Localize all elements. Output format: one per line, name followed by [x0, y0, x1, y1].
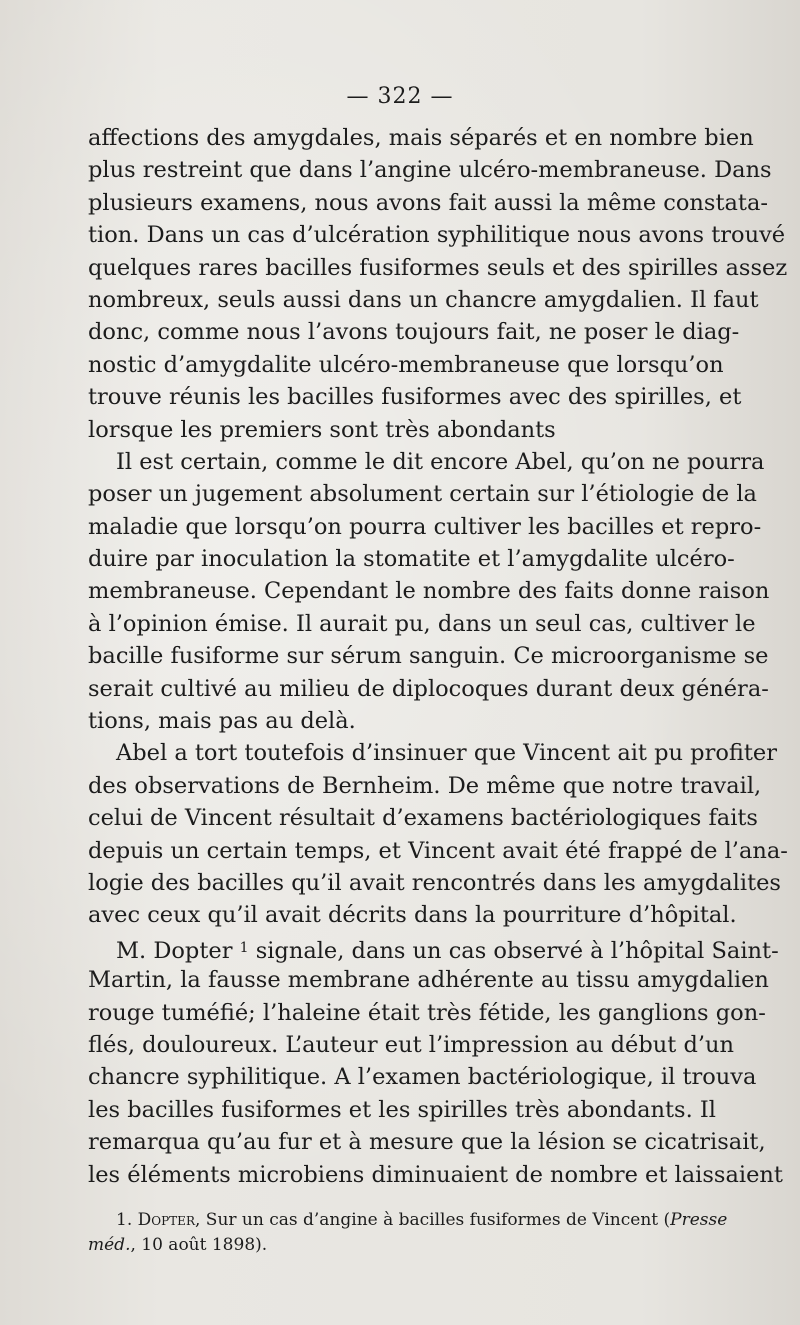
text-line: les éléments microbiens diminuaient de nombre et laissaient — [88, 1161, 783, 1188]
text-line: chancre syphilitique. A l’examen bactériologique, il trouva — [88, 1064, 757, 1091]
text-line: lorsque les premiers sont très abondants — [88, 416, 556, 443]
text-line: maladie que lorsqu’on pourra cultiver les bacilles et repro- — [88, 513, 762, 540]
text-fragment: M. Dopter — [116, 937, 233, 964]
body-text — [88, 122, 788, 1191]
text-line: tions, mais pas au delà. — [88, 708, 356, 735]
text-line: à l’opinion émise. Il aurait pu, dans un seul cas, cultiver le — [88, 610, 756, 637]
page-number: — 322 — — [346, 84, 454, 109]
text-fragment: signale, dans un cas observé à l’hôpital Saint- — [255, 937, 779, 964]
text-line: plusieurs examens, nous avons fait aussi la même constata- — [88, 189, 768, 216]
footnote-journal: Presse — [670, 1210, 728, 1230]
text-line: plus restreint que dans l’angine ulcéro-membraneuse. Dans — [88, 157, 772, 184]
text-line: les bacilles fusiformes et les spirilles très abondants. Il — [88, 1096, 716, 1123]
footnote-date: , 10 août 1898). — [130, 1235, 268, 1255]
text-line: depuis un certain temps, et Vincent avait été frappé de l’ana- — [88, 837, 788, 864]
text-line: celui de Vincent résultait d’examens bactériologiques faits — [88, 805, 758, 832]
footnote-number: 1. — [116, 1210, 133, 1230]
text-line: nostic d’amygdalite ulcéro-membraneuse que lorsqu’on — [88, 351, 724, 378]
text-line: des observations de Bernheim. De même que notre travail, — [88, 772, 762, 799]
text-line: logie des bacilles qu’il avait rencontrés dans les amygdalites — [88, 869, 781, 896]
text-line: remarqua qu’au fur et à mesure que la lésion se cicatrisait, — [88, 1129, 766, 1156]
footnote-text: , Sur un cas d’angine à bacilles fusiformes de Vincent ( — [194, 1210, 671, 1230]
text-line: membraneuse. Cependant le nombre des faits donne raison — [88, 578, 770, 605]
text-line: avec ceux qu’il avait décrits dans la pourriture d’hôpital. — [88, 902, 737, 929]
text-line: flés, douloureux. L’auteur eut l’impression au début d’un — [88, 1031, 734, 1058]
text-line: duire par inoculation la stomatite et l’amygdalite ulcéro- — [88, 546, 735, 573]
text-line: nombreux, seuls aussi dans un chancre amygdalien. Il faut — [88, 286, 759, 313]
text-line: trouve réunis les bacilles fusiformes avec des spirilles, et — [88, 384, 742, 411]
text-line: Martin, la fausse membrane adhérente au tissu amygdalien — [88, 967, 769, 994]
text-line: affections des amygdales, mais séparés et en nombre bien — [88, 125, 754, 151]
footnote-reference: 1 — [239, 939, 249, 956]
text-line: poser un jugement absolument certain sur l’étiologie de la — [88, 481, 757, 508]
footnote-line — [88, 1208, 728, 1233]
footnote — [88, 1208, 728, 1258]
text-line — [88, 932, 779, 964]
footnote-journal: méd. — [88, 1235, 131, 1255]
text-line: rouge tuméfié; l’haleine était très fétide, les ganglions gon- — [88, 999, 766, 1026]
footnote-author: Dopter — [137, 1210, 195, 1230]
text-line: Abel a tort toutefois d’insinuer que Vincent ait pu profiter — [116, 740, 777, 767]
text-line: quelques rares bacilles fusiformes seuls et des spirilles assez — [88, 254, 788, 281]
text-line: bacille fusiforme sur sérum sanguin. Ce microorganisme se — [88, 643, 769, 670]
text-line: Il est certain, comme le dit encore Abel, qu’on ne pourra — [116, 448, 765, 475]
text-line: serait cultivé au milieu de diplocoques durant deux généra- — [88, 675, 769, 702]
text-line: tion. Dans un cas d’ulcération syphilitique nous avons trouvé — [88, 222, 786, 249]
text-line: donc, comme nous l’avons toujours fait, ne poser le diag- — [88, 319, 740, 346]
footnote-line — [88, 1233, 716, 1258]
